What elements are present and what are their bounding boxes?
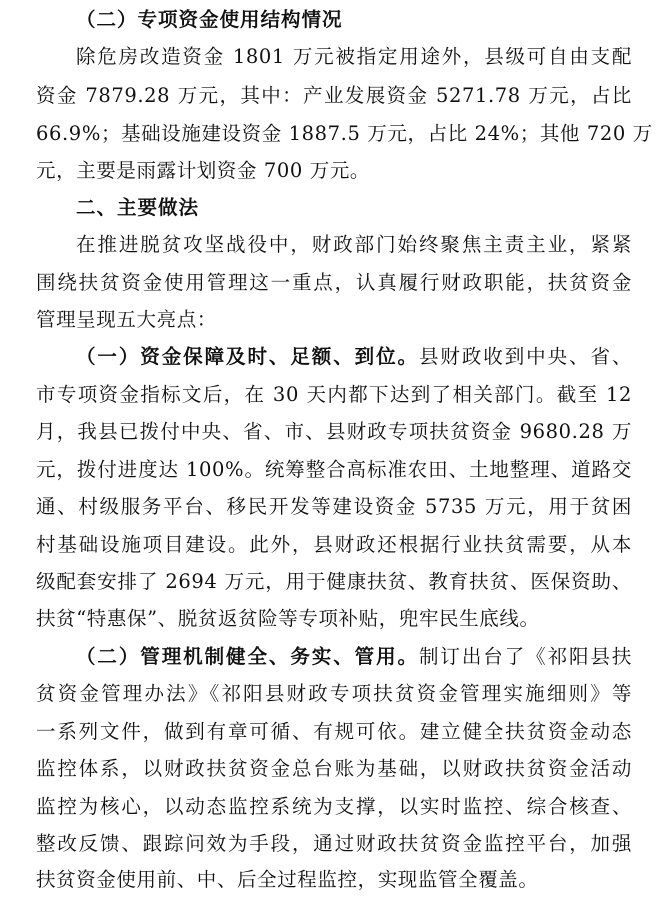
paragraph-line: 围绕扶贫资金使用管理这一重点，认真履行财政职能，扶贫资金	[36, 271, 632, 294]
point-two-first-line	[76, 639, 632, 675]
paragraph-line: 除危房改造资金 1801 万元被指定用途外，县级可自由支配	[76, 45, 632, 68]
paragraph-line: 整改反馈、跟踪问效为手段，通过财政扶贫资金监控平台，加强	[36, 832, 632, 855]
paragraph-line: 在推进脱贫攻坚战役中，财政部门始终聚焦主责主业，紧紧	[76, 233, 632, 256]
section-heading-main-practices: 二、主要做法	[76, 196, 200, 219]
paragraph-line: 监控为核心，以动态监控系统为支撑，以实时监控、综合核查、	[36, 795, 632, 818]
paragraph-line: 级配套安排了 2694 万元，用于健康扶贫、教育扶贫、医保资助、	[36, 570, 632, 593]
paragraph-line: 村基础设施项目建设。此外，县财政还根据行业扶贫需要，从本	[36, 533, 632, 556]
paragraph-line: 贫资金管理办法》《祁阳县财政专项扶贫资金管理实施细则》等	[36, 682, 632, 705]
paragraph-line: 管理呈现五大亮点：	[36, 308, 217, 331]
paragraph-line: 监控体系，以财政扶贫资金总台账为基础，以财政扶贫资金活动	[36, 757, 632, 780]
point-one-first-line-rest: 县财政收到中央、省、	[418, 345, 632, 368]
point-one-lead: （一）资金保障及时、足额、到位。	[76, 345, 419, 368]
point-two-lead: （二）管理机制健全、务实、管用。	[76, 645, 419, 668]
paragraph-line: 扶贫资金使用前、中、后全过程监控，实现监管全覆盖。	[36, 868, 539, 891]
paragraph-line: 元，拨付进度达 100%。统筹整合高标准农田、土地整理、道路交	[36, 458, 632, 481]
paragraph-line: 通、村级服务平台、移民开发等建设资金 5735 万元，用于贫困	[36, 495, 632, 518]
section-heading-funds-structure: （二）专项资金使用结构情况	[76, 8, 343, 31]
point-two-first-line-rest: 制订出台了《祁阳县扶	[418, 645, 632, 668]
paragraph-line: 市专项资金指标文后，在 30 天内都下达到了相关部门。截至 12	[36, 383, 632, 406]
paragraph-line: 扶贫“特惠保”、脱贫返贫险等专项补贴，兜牢民生底线。	[36, 607, 540, 630]
paragraph-line: 66.9%；基础设施建设资金 1887.5 万元，占比 24%；其他 720 万	[36, 122, 653, 145]
paragraph-line: 资金 7879.28 万元，其中：产业发展资金 5271.78 万元，占比	[36, 84, 632, 107]
paragraph-line: 月，我县已拨付中央、省、市、县财政专项扶贫资金 9680.28 万	[36, 420, 632, 443]
point-one-first-line	[76, 339, 632, 375]
paragraph-line: 元，主要是雨露计划资金 700 万元。	[36, 159, 371, 182]
paragraph-line: 一系列文件，做到有章可循、有规可依。建立健全扶贫资金动态	[36, 720, 632, 743]
